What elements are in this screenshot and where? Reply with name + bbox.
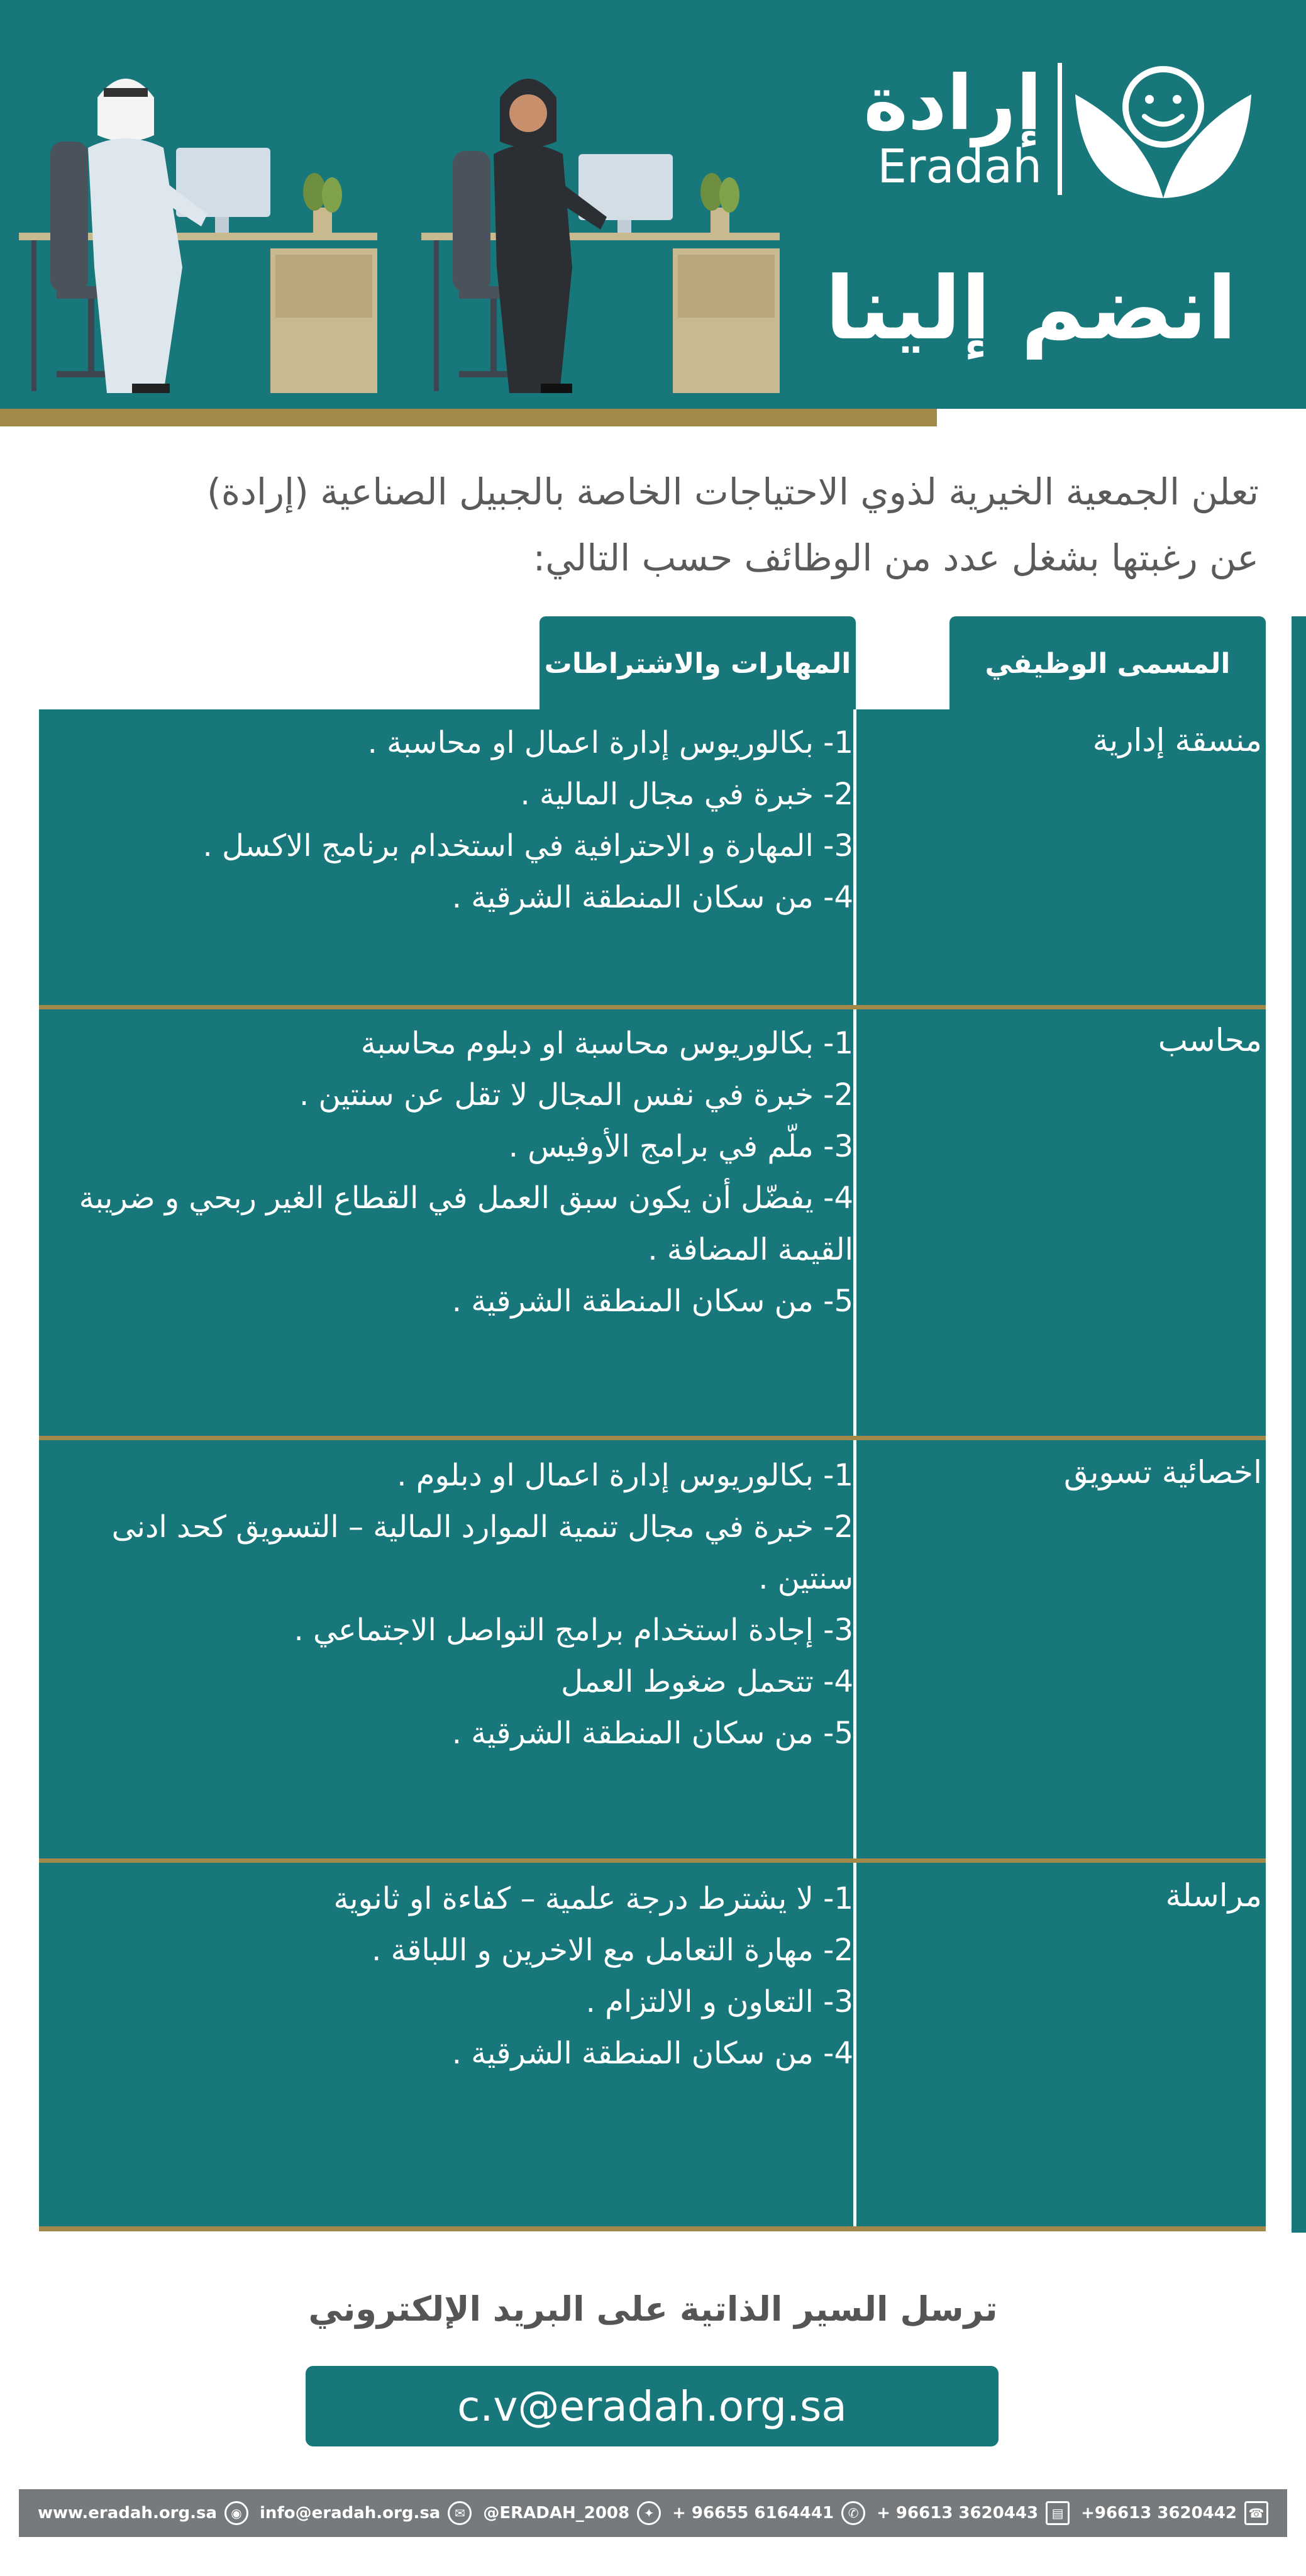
skill-item: 3- التعاون و الالتزام . [585, 1984, 853, 2019]
contact-website-text: www.eradah.org.sa [38, 2504, 218, 2523]
page-title: انضم إلينا [825, 258, 1237, 359]
intro-line-1: تعلن الجمعية الخيرية لذوي الاحتياجات الخاصة بالجبيل الصناعية (إرادة) [207, 470, 1259, 513]
header-gold-bar [0, 409, 937, 426]
contact-whatsapp[interactable] [672, 2501, 865, 2525]
contact-phone-text: +96613 3620442 [1081, 2504, 1237, 2523]
smiley-leaves-logo-icon [1069, 50, 1258, 208]
skill-item: 2- خبرة في مجال تنمية الموارد المالية – التسويق كحد ادنى سنتين . [111, 1509, 853, 1596]
job-title-cell: محاسب [1158, 1022, 1262, 1058]
contact-email[interactable] [260, 2501, 472, 2525]
skill-item: 2- خبرة في نفس المجال لا تقل عن سنتين . [299, 1077, 853, 1113]
whatsapp-icon: ✆ [841, 2501, 865, 2525]
column-header-job-title: المسمى الوظيفي [949, 616, 1266, 711]
skill-item: 3- إجادة استخدام برامج التواصل الاجتماعي . [294, 1613, 853, 1648]
logo-arabic-wordmark: إرادة [863, 60, 1042, 147]
contact-fax[interactable] [877, 2501, 1070, 2525]
job-title-cell: منسقة إدارية [1092, 722, 1262, 758]
row-separator [39, 1005, 1266, 1009]
female-worker-desk [421, 79, 780, 393]
skill-item: 2- مهارة التعامل مع الاخرين و اللباقة . [372, 1933, 853, 1968]
intro-line-2: عن رغبتها بشغل عدد من الوظائف حسب التالي: [533, 536, 1259, 579]
skill-item: 4- من سكان المنطقة الشرقية . [451, 880, 853, 915]
skill-item: 4- من سكان المنطقة الشرقية . [451, 2036, 853, 2071]
table-column-divider [853, 709, 856, 2231]
contact-bar [19, 2489, 1287, 2537]
contact-phone[interactable] [1081, 2501, 1268, 2525]
skill-item: 5- من سكان المنطقة الشرقية . [451, 1284, 853, 1319]
intro-text [64, 459, 1259, 591]
phone-icon: ☎ [1244, 2501, 1268, 2525]
envelope-icon: ✉ [448, 2501, 472, 2525]
male-worker-desk [19, 79, 377, 393]
skill-item: 4- تتحمل ضغوط العمل [561, 1664, 853, 1699]
logo-divider [1058, 63, 1062, 195]
skill-item: 3- ملّم في برامج الأوفيس . [508, 1129, 853, 1164]
contact-website[interactable] [38, 2501, 248, 2525]
skill-item: 2- خبرة في مجال المالية . [520, 777, 853, 812]
skill-item: 4- يفضّل أن يكون سبق العمل في القطاع الغير ربحي و ضريبة القيمة المضافة . [79, 1180, 853, 1267]
skill-item: 1- بكالوريوس محاسبة او دبلوم محاسبة [360, 1026, 853, 1061]
skill-item: 5- من سكان المنطقة الشرقية . [451, 1716, 853, 1751]
column-header-skills: المهارات والاشتراطات [540, 616, 856, 711]
skill-item: 3- المهارة و الاحترافية في استخدام برنامج الاكسل . [202, 828, 853, 863]
job-title-cell: مراسلة [1165, 1877, 1262, 1914]
table-bottom-border [39, 2226, 1266, 2231]
contact-whatsapp-text: + 96655 6164441 [672, 2504, 834, 2523]
side-strip [1292, 616, 1306, 2233]
skill-item: 1- بكالوريوس إدارة اعمال او محاسبة . [367, 725, 853, 760]
skills-cell [48, 717, 853, 923]
send-cv-instruction: ترسل السير الذاتية على البريد الإلكتروني [308, 2289, 998, 2329]
row-separator [39, 1858, 1266, 1863]
job-title-cell: اخصائية تسويق [1063, 1454, 1262, 1491]
skills-cell [48, 1873, 853, 2079]
skills-cell [48, 1450, 853, 1759]
globe-icon: ◉ [224, 2501, 248, 2525]
office-workers-illustration [19, 60, 786, 399]
skill-item: 1- لا يشترط درجة علمية – كفاءة او ثانوية [333, 1881, 853, 1916]
skills-cell [48, 1018, 853, 1327]
twitter-icon: ✦ [637, 2501, 661, 2525]
contact-twitter[interactable] [483, 2501, 661, 2525]
contact-fax-text: + 96613 3620443 [877, 2504, 1039, 2523]
cv-email-link[interactable]: c.v@eradah.org.sa [306, 2366, 999, 2446]
contact-email-text: info@eradah.org.sa [260, 2504, 441, 2523]
fax-icon: ▤ [1046, 2501, 1070, 2525]
contact-twitter-text: @ERADAH_2008 [483, 2504, 630, 2523]
skill-item: 1- بكالوريوس إدارة اعمال او دبلوم . [397, 1458, 853, 1493]
logo-english-wordmark: Eradah [877, 140, 1042, 194]
row-separator [39, 1436, 1266, 1440]
